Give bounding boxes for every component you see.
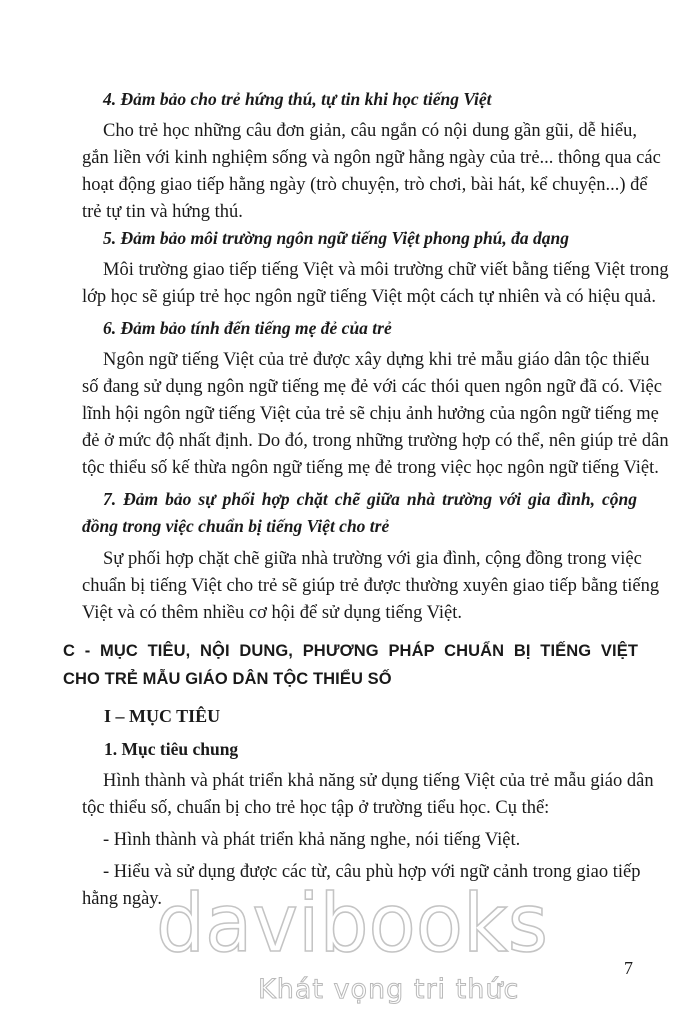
bullet-2: - Hiểu và sử dụng được các từ, câu phù hợp với ngữ cảnh trong giao tiếp: [103, 862, 641, 882]
watermark-brand-logo: [152, 883, 552, 963]
heading-muc-tieu-chung: 1. Mục tiêu chung: [104, 739, 239, 759]
s6-line-2: số đang sử dụng ngôn ngữ tiếng mẹ đẻ với các thói quen ngôn ngữ đã có. Việc: [82, 377, 662, 397]
heading-section-4: 4. Đảm bảo cho trẻ hứng thú, tự tin khi học tiếng Việt: [103, 89, 492, 109]
s7-line-3: Việt và có thêm nhiều cơ hội để sử dụng tiếng Việt.: [82, 603, 462, 623]
watermark-brand-text: davibooks: [156, 883, 548, 963]
heading-section-5: 5. Đảm bảo môi trường ngôn ngữ tiếng Việt phong phú, đa dạng: [103, 228, 570, 248]
s6-line-4: đẻ ở mức độ nhất định. Do đó, trong những trường hợp có thể, nên giúp trẻ dân: [82, 431, 669, 451]
heading-section-7-line-2: đồng trong việc chuẩn bị tiếng Việt cho trẻ: [82, 516, 390, 536]
s4-line-3: hoạt động giao tiếp hằng ngày (trò chuyện, trò chơi, bài hát, kể chuyện...) để: [82, 175, 648, 195]
heading-section-6: 6. Đảm bảo tính đến tiếng mẹ đẻ của trẻ: [103, 318, 392, 338]
s7-line-1: Sự phối hợp chặt chẽ giữa nhà trường với gia đình, cộng đồng trong việc: [103, 549, 642, 569]
heading-section-7-line-1: 7. Đảm bảo sự phối hợp chặt chẽ giữa nhà trường với gia đình, cộng: [103, 489, 637, 509]
watermark-slogan: Khát vọng tri thức: [258, 974, 520, 1005]
s4-line-4: trẻ tự tin và hứng thú.: [82, 202, 243, 222]
bullet-2-continuation: hằng ngày.: [82, 889, 162, 909]
s6-line-5: tộc thiểu số kế thừa ngôn ngữ tiếng mẹ đẻ trong việc học ngôn ngữ tiếng Việt.: [82, 458, 659, 478]
i1-line-2: tộc thiểu số, chuẩn bị cho trẻ học tập ở trường tiểu học. Cụ thể:: [82, 798, 550, 818]
bullet-1: - Hình thành và phát triển khả năng nghe, nói tiếng Việt.: [103, 830, 521, 850]
s7-line-2: chuẩn bị tiếng Việt cho trẻ sẽ giúp trẻ được thường xuyên giao tiếp bằng tiếng: [82, 576, 660, 596]
heading-i-muc-tieu: I – MỤC TIÊU: [104, 706, 221, 726]
s6-line-1: Ngôn ngữ tiếng Việt của trẻ được xây dựng khi trẻ mẫu giáo dân tộc thiểu: [103, 350, 650, 370]
part-c-heading-line-1: C - MỤC TIÊU, NỘI DUNG, PHƯƠNG PHÁP CHUẨN BỊ TIẾNG VIỆT: [63, 642, 638, 660]
part-c-heading-line-2: CHO TRẺ MẪU GIÁO DÂN TỘC THIỂU SỐ: [63, 670, 392, 688]
s5-line-1: Môi trường giao tiếp tiếng Việt và môi trường chữ viết bằng tiếng Việt trong: [103, 260, 669, 280]
s4-line-2: gắn liền với kinh nghiệm sống và ngôn ngữ hằng ngày của trẻ... thông qua các: [82, 148, 661, 168]
s5-line-2: lớp học sẽ giúp trẻ học ngôn ngữ tiếng Việt một cách tự nhiên và có hiệu quả.: [82, 287, 656, 307]
s6-line-3: lĩnh hội ngôn ngữ tiếng Việt của trẻ sẽ chịu ảnh hưởng của ngôn ngữ tiếng mẹ: [82, 404, 659, 424]
page-number: 7: [624, 958, 633, 978]
i1-line-1: Hình thành và phát triển khả năng sử dụng tiếng Việt của trẻ mẫu giáo dân: [103, 771, 654, 791]
s4-line-1: Cho trẻ học những câu đơn giản, câu ngắn có nội dung gần gũi, dễ hiểu,: [103, 121, 637, 141]
